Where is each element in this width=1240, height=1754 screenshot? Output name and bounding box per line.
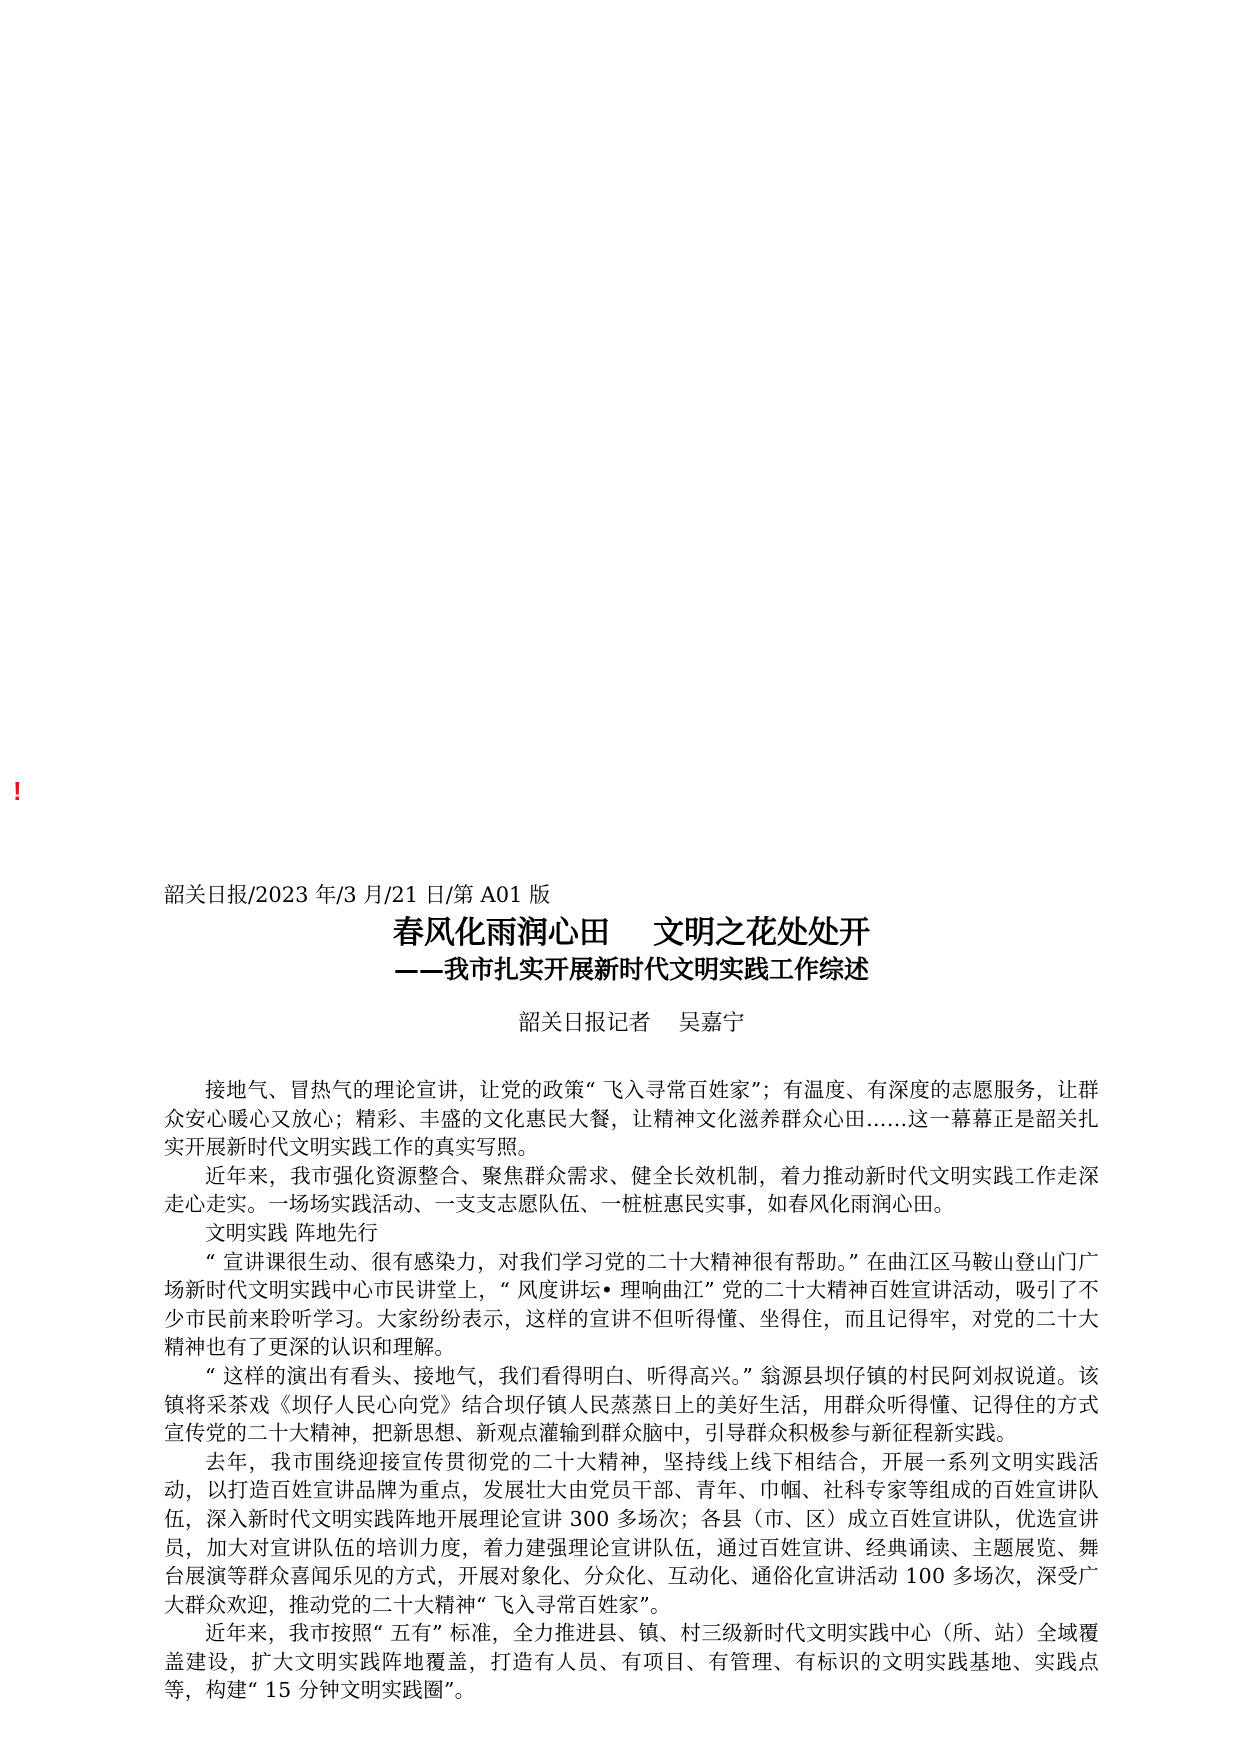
paragraph: 接地气、冒热气的理论宣讲，让党的政策“ 飞入寻常百姓家”；有温度、有深度的志愿服务，让群众安心暖心又放心；精彩、丰盛的文化惠民大餐，让精神文化滋养群众心田……这一幕幕正是韶关扎实开展新时代文明实践工作的真实写照。 bbox=[164, 1078, 1099, 1160]
subheadline: ——我市扎实开展新时代文明实践工作综述 bbox=[393, 955, 869, 984]
section-heading: 文明实践 阵地先行 bbox=[205, 1220, 379, 1245]
paragraph: “ 这样的演出有看头、接地气，我们看得明白、听得高兴。” 翁源县坝仔镇的村民阿刘叔说道。该镇将采茶戏《坝仔人民心向党》结合坝仔镇人民蒸蒸日上的美好生活，用群众听得懂、记得住的方式宣传党的二十大精神，把新思想、新观点灌输到群众脑中，引导群众积极参与新征程新实践。 bbox=[164, 1363, 1099, 1446]
article bbox=[164, 880, 1099, 1705]
paragraph: “ 宣讲课很生动、很有感染力，对我们学习党的二十大精神很有帮助。” 在曲江区马鞍山登山门广场新时代文明实践中心市民讲堂上，“ 风度讲坛• 理响曲江” 党的二十大精神百姓宣讲活动，吸引了不少市民前来聆听学习。大家纷纷表示，这样的宣讲不但听得懂、坐得住，而且记得牢，对党的二十大精神也有了更深的认识和理解。 bbox=[164, 1249, 1099, 1360]
paragraph: 去年，我市围绕迎接宣传贯彻党的二十大精神，坚持线上线下相结合，开展一系列文明实践活动，以打造百姓宣讲品牌为重点，发展壮大由党员干部、青年、巾帼、社科专家等组成的百姓宣讲队伍，深入新时代文明实践阵地开展理论宣讲 300 多场次；各县（市、区）成立百姓宣讲队，优选宣讲员，加大对宣讲队伍的培训力度，着力建强理论宣讲队伍，通过百姓宣讲、经典诵读、主题展览、舞台展演等群众喜闻乐见的方式，开展对象化、分众化、互动化、通俗化宣讲活动 100 多场次，深受广大群众欢迎，推动党的二十大精神“ 飞入寻常百姓家”。 bbox=[164, 1449, 1099, 1617]
article-body bbox=[164, 1076, 1099, 1705]
paragraph: 近年来，我市按照“ 五有” 标准，全力推进县、镇、村三级新时代文明实践中心（所、站）全域覆盖建设，扩大文明实践阵地覆盖，打造有人员、有项目、有管理、有标识的文明实践基地、实践点等，构建“ 15 分钟文明实践圈”。 bbox=[164, 1621, 1099, 1703]
dateline: 韶关日报/2023 年/3 月/21 日/第 A01 版 bbox=[164, 883, 551, 907]
headline: 春风化雨润心田 文明之花处处开 bbox=[392, 915, 871, 951]
byline: 韶关日报记者 吴嘉宁 bbox=[518, 1011, 745, 1036]
exclamation-mark: ! bbox=[13, 776, 22, 806]
paragraph: 近年来，我市强化资源整合、聚焦群众需求、健全长效机制，着力推动新时代文明实践工作走深走心走实。一场场实践活动、一支支志愿队伍、一桩桩惠民实事，如春风化雨润心田。 bbox=[164, 1163, 1099, 1217]
